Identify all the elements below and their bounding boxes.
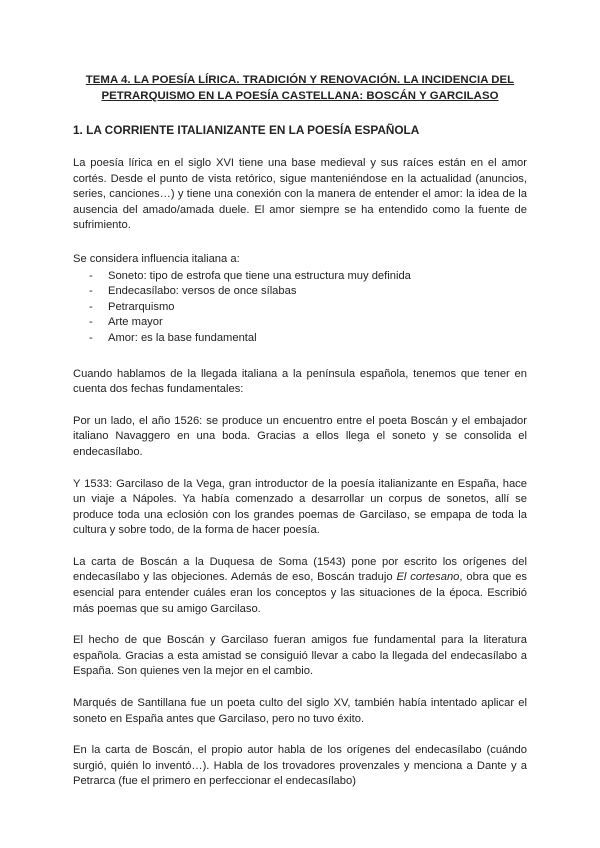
document-title (73, 72, 527, 104)
bullet-dash: - (89, 269, 93, 282)
paragraph-amistad: El hecho de que Boscán y Garcilaso fueran amigos fue fundamental para la literatura española. Gracias a esta amistad se consiguió llevar a cabo la llegada del endecasílabo a España. Son quienes ven la mejor en el cambio. (73, 634, 527, 678)
section-heading: 1. LA CORRIENTE ITALIANIZANTE EN LA POESÍA ESPAÑOLA (73, 123, 420, 137)
paragraph-santillana: Marqués de Santillana fue un poeta culto del siglo XV, también había intentado aplicar el soneto en España antes que Garcilaso, pero no tuvo éxito. (73, 697, 527, 725)
list-item-text: Soneto: tipo de estrofa que tiene una estructura muy definida (108, 269, 411, 282)
influence-list (73, 269, 527, 347)
document-title-line-1: TEMA 4. LA POESÍA LÍRICA. TRADICIÓN Y RENOVACIÓN. LA INCIDENCIA DEL (85, 74, 515, 86)
list-item-text: Amor: es la base fundamental (108, 331, 257, 344)
paragraph-carta-origenes: En la carta de Boscán, el propio autor habla de los orígenes del endecasílabo (cuándo surgió, quién lo inventó…). Habla de los trovadores provenzales y menciona a Dante y a Petrarca (fue el primero en perfeccionar el endecasílabo) (73, 744, 527, 788)
book-title-el-cortesano: El cortesano (396, 571, 460, 584)
list-item-text: Endecasílabo: versos de once sílabas (108, 285, 297, 298)
paragraph-carta-duquesa (73, 555, 527, 617)
paragraph-intro: La poesía lírica en el siglo XVI tiene una base medieval y sus raíces están en el amor cortés. Desde el punto de vista retórico, sigue manteniéndose en la actualidad (anuncios, series, canciones…) y tiene una conexión con la manera de entender el amor: la idea de la ausencia del amado/amada duele. El amor siempre se ha entendido como la fuente de sufrimiento. (73, 157, 527, 232)
document-title-line-2: PETRARQUISMO EN LA POESÍA CASTELLANA: BOSCÁN Y GARCILASO (101, 90, 499, 102)
list-item (73, 300, 527, 316)
paragraph-text: , obra que es esencial para entender cuáles eran los conceptos y las situaciones de la época. Escribió más poemas que su amigo Garcilaso. (73, 571, 528, 615)
list-item (73, 331, 527, 347)
list-item (73, 269, 527, 285)
bullet-dash: - (89, 331, 93, 344)
list-item-text: Petrarquismo (108, 300, 175, 313)
paragraph-1533: Y 1533: Garcilaso de la Vega, gran introductor de la poesía italianizante en España, hace un viaje a Nápoles. Ya había comenzado a desarrollar un corpus de sonetos, allí se produce toda una eclosión con los grandes poemas de Garcilaso, se empapa de toda la cultura y sobre todo, de la forma de hacer poesía. (73, 477, 527, 537)
bullet-dash: - (89, 285, 93, 298)
list-item (73, 284, 527, 300)
paragraph-text: La carta de Boscán a la Duquesa de Soma (1543) pone por escrito los orígenes del endecasílabo y las objeciones. Además de eso, Boscán tradujo (73, 555, 527, 584)
bullet-dash: - (89, 300, 93, 313)
influence-intro: Se considera influencia italiana a: (73, 252, 240, 265)
paragraph-1526: Por un lado, el año 1526: se produce un encuentro entre el poeta Boscán y el embajador italiano Navaggero en una boda. Gracias a ellos llega el soneto y se consolida el endecasílabo. (73, 414, 527, 458)
paragraph-dates-intro: Cuando hablamos de la llegada italiana a la península española, tenemos que tener en cuenta dos fechas fundamentales: (73, 367, 527, 396)
list-item (73, 315, 527, 331)
list-item-text: Arte mayor (108, 316, 163, 329)
bullet-dash: - (89, 316, 93, 329)
